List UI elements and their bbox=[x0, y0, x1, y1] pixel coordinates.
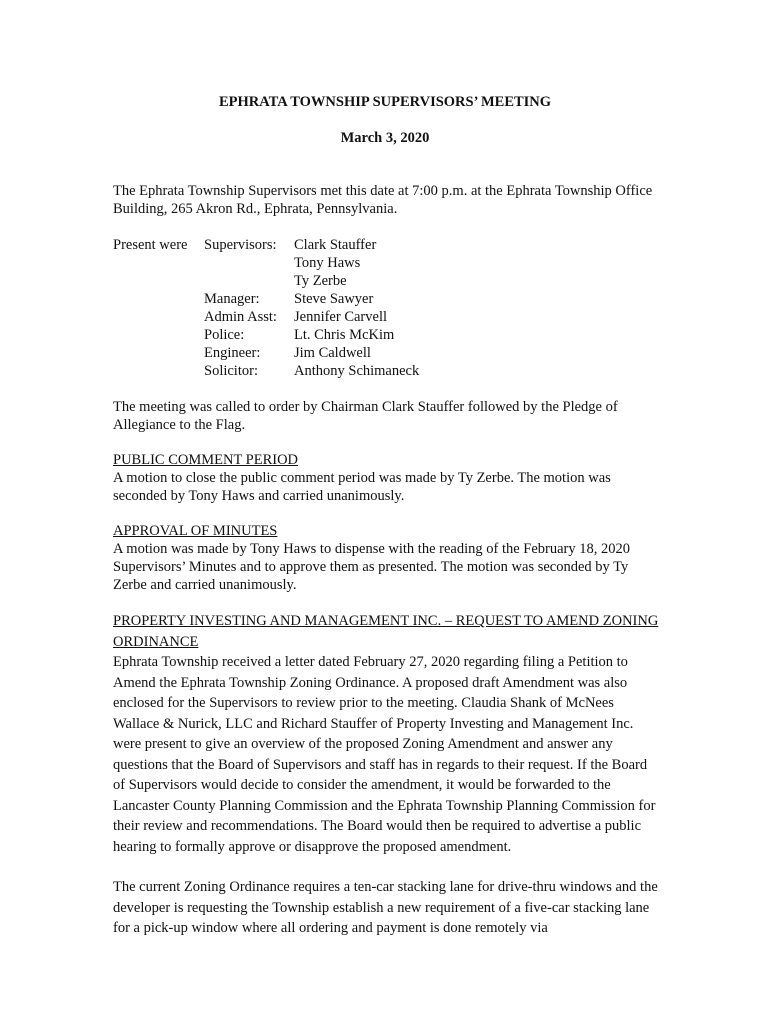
role-label: Supervisors: bbox=[204, 237, 277, 253]
section-public-comment bbox=[113, 451, 661, 505]
role-label: Solicitor: bbox=[204, 363, 258, 379]
attendance-roles bbox=[204, 236, 277, 380]
attendance-names bbox=[294, 236, 419, 380]
attendee-name: Clark Stauffer bbox=[294, 237, 377, 253]
section-heading: APPROVAL OF MINUTES bbox=[113, 523, 278, 539]
attendee-name: Lt. Chris McKim bbox=[294, 327, 395, 343]
section-body: A motion was made by Tony Haws to dispense with the reading of the February 18, 2020 Supervisors’ Minutes and to approve them as presented. The motion was seconded by Ty Zerbe and carried unanimously. bbox=[113, 541, 631, 593]
section-body: Ephrata Township received a letter dated February 27, 2020 regarding filing a Petition to Amend the Ephrata Township Zoning Ordinance. A proposed draft Amendment was also enclosed for the Supervisors to review prior to the meeting. Claudia Shank of McNees Wallace & Nurick, LLC and Richard Stauffer of Property Investing and Management Inc. were present to give an overview of the proposed Zoning Amendment and answer any questions that the Board of Supervisors and staff has in regards to their request. If the Board of Supervisors would decide to consider the amendment, it would be forwarded to the Lancaster County Planning Commission and the Ephrata Township Planning Commission for their review and recommendations. The Board would then be required to advertise a public hearing to formally approve or disapprove the proposed amendment. bbox=[113, 654, 656, 855]
role-label: Manager: bbox=[204, 291, 260, 307]
section-body: A motion to close the public comment period was made by Ty Zerbe. The motion was seconded by Tony Haws and carried unanimously. bbox=[113, 470, 611, 504]
attendee-name: Steve Sawyer bbox=[294, 291, 374, 307]
role-label: Engineer: bbox=[204, 345, 261, 361]
attendee-name: Jennifer Carvell bbox=[294, 309, 388, 325]
document-title: EPHRATA TOWNSHIP SUPERVISORS’ MEETING bbox=[218, 94, 552, 110]
present-label: Present were bbox=[113, 237, 188, 253]
section-approval-of-minutes bbox=[113, 522, 661, 594]
role-label: Police: bbox=[204, 327, 245, 343]
attendee-name: Ty Zerbe bbox=[294, 273, 347, 289]
attendee-name: Tony Haws bbox=[294, 255, 361, 271]
meeting-date: March 3, 2020 bbox=[340, 130, 430, 146]
role-label bbox=[204, 272, 277, 290]
call-to-order-paragraph: The meeting was called to order by Chairman Clark Stauffer followed by the Pledge of Allegiance to the Flag. bbox=[113, 399, 618, 433]
section-heading: PUBLIC COMMENT PERIOD bbox=[113, 452, 299, 468]
attendee-name: Jim Caldwell bbox=[294, 345, 371, 361]
intro-paragraph: The Ephrata Township Supervisors met this date at 7:00 p.m. at the Ephrata Township Office Building, 265 Akron Rd., Ephrata, Pennsylvania. bbox=[113, 183, 653, 217]
section-heading: PROPERTY INVESTING AND MANAGEMENT INC. – REQUEST TO AMEND ZONING ORDINANCE bbox=[113, 613, 659, 650]
role-label bbox=[204, 254, 277, 272]
attendee-name: Anthony Schimaneck bbox=[294, 363, 420, 379]
role-label: Admin Asst: bbox=[204, 309, 277, 325]
section-zoning-amendment bbox=[113, 611, 661, 857]
stacking-lane-paragraph: The current Zoning Ordinance requires a ten-car stacking lane for drive-thru windows and the developer is requesting the Township establish a new requirement of a five-car stacking lane for a pick-up window where all ordering and payment is done remotely via bbox=[113, 879, 658, 936]
